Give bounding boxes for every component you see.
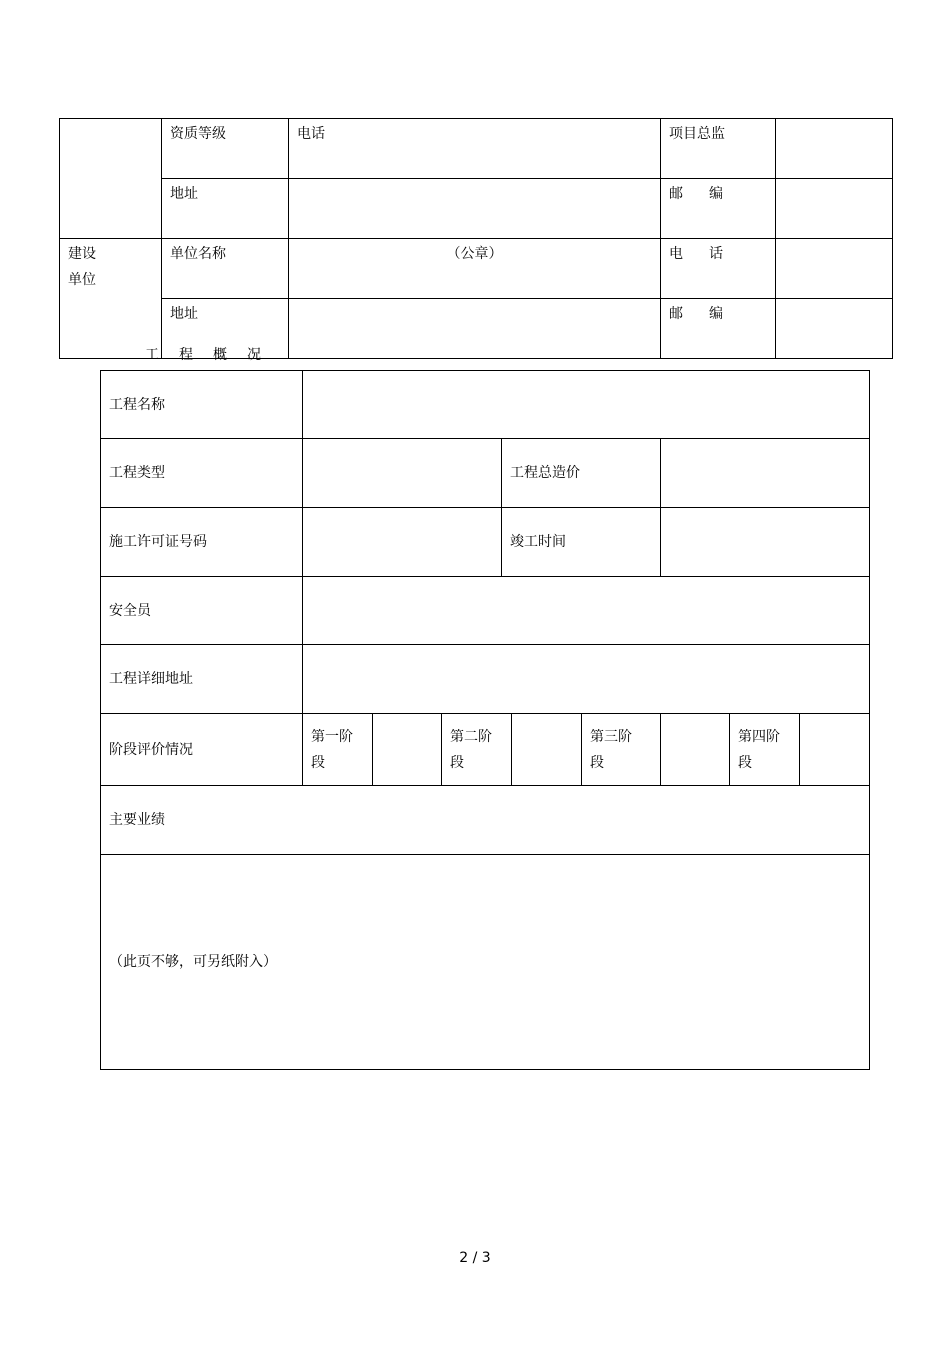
builder-phone-value[interactable]: [776, 239, 893, 299]
postcode-value[interactable]: [776, 179, 893, 239]
stage-2-value[interactable]: [512, 714, 582, 786]
stage-evaluation-label: 阶段评价情况: [101, 714, 303, 786]
seal-text: （公章）: [289, 239, 661, 299]
project-overview-table: [100, 370, 870, 1070]
project-director-label: 项目总监: [661, 119, 776, 179]
builder-postcode-label: 邮 编: [661, 299, 776, 359]
builder-address-value[interactable]: [289, 299, 661, 359]
qualification-label: 资质等级: [162, 119, 289, 179]
stage-1-label: 第一阶 段: [303, 714, 373, 786]
project-name-value[interactable]: [303, 371, 870, 439]
supervision-unit-cell: [60, 119, 162, 239]
builder-unit-label: 建设 单位: [60, 239, 162, 359]
completion-time-value[interactable]: [661, 508, 870, 577]
unit-name-label: 单位名称: [162, 239, 289, 299]
project-type-value[interactable]: [303, 439, 502, 508]
phone-label: 电话: [289, 119, 661, 179]
project-director-value[interactable]: [776, 119, 893, 179]
main-achievements-label: 主要业绩: [101, 786, 870, 855]
builder-postcode-value[interactable]: [776, 299, 893, 359]
detailed-address-value[interactable]: [303, 645, 870, 714]
project-type-label: 工程类型: [101, 439, 303, 508]
achievements-note[interactable]: （此页不够，可另纸附入）: [101, 855, 870, 1070]
address-label: 地址: [162, 179, 289, 239]
permit-number-value[interactable]: [303, 508, 502, 577]
total-cost-label: 工程总造价: [502, 439, 661, 508]
completion-time-label: 竣工时间: [502, 508, 661, 577]
page-number: 2 / 3: [459, 1250, 491, 1266]
stage-3-label: 第三阶 段: [582, 714, 661, 786]
stage-2-label: 第二阶 段: [442, 714, 512, 786]
detailed-address-label: 工程详细地址: [101, 645, 303, 714]
builder-phone-label: 电 话: [661, 239, 776, 299]
stage-4-value[interactable]: [800, 714, 870, 786]
stage-1-value[interactable]: [373, 714, 442, 786]
stage-4-label: 第四阶 段: [730, 714, 800, 786]
safety-officer-label: 安全员: [101, 577, 303, 645]
address-value[interactable]: [289, 179, 661, 239]
builder-address-label: 地址: [162, 299, 289, 359]
postcode-label: 邮 编: [661, 179, 776, 239]
project-name-label: 工程名称: [101, 371, 303, 439]
total-cost-value[interactable]: [661, 439, 870, 508]
section-title: 工 程 概 况: [145, 347, 261, 363]
safety-officer-value[interactable]: [303, 577, 870, 645]
stage-3-value[interactable]: [661, 714, 730, 786]
unit-info-table: [59, 118, 893, 359]
permit-number-label: 施工许可证号码: [101, 508, 303, 577]
